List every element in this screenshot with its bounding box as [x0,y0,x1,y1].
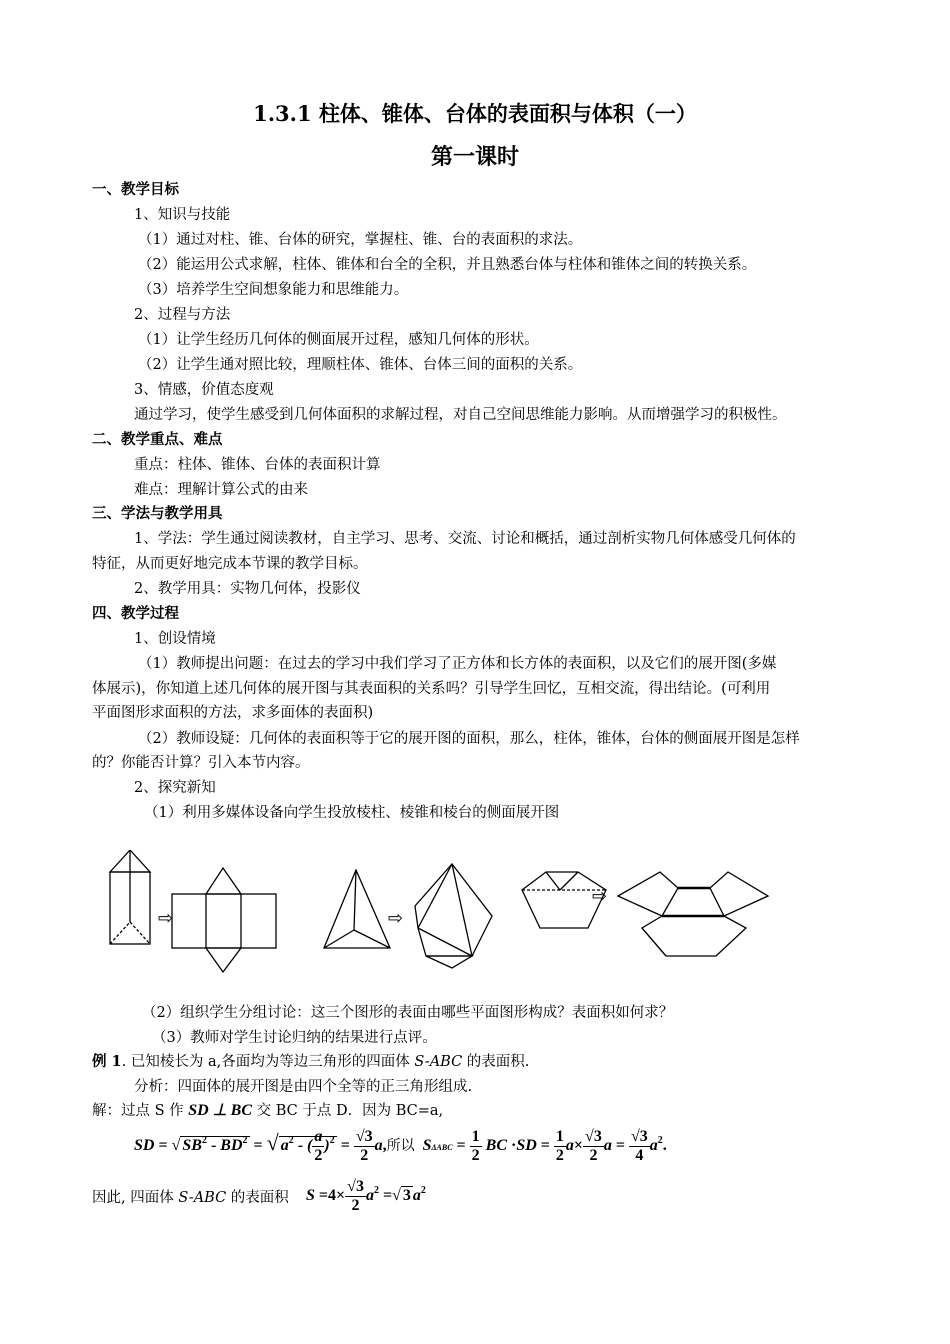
conclusion-line [92,1188,289,1208]
formula-symbol: = [382,1187,393,1205]
goal-item: （2）能运用公式求解，柱体、锥体和台全的全积，并且熟悉台体与柱体和锥体之间的转换关系。 [138,257,757,273]
goal-process: 2、过程与方法 [134,307,231,323]
paragraph-line: （1）利用多媒体设备向学生投放棱柱、棱锥和棱台的侧面展开图 [144,805,560,821]
formula-symbol: 2 [589,1147,598,1164]
formula-symbol: 2 [329,1135,335,1147]
teaching-tools: 2、教学用具：实物几何体，投影仪 [134,581,361,597]
formula-symbol: 2 [242,1135,248,1147]
conclusion-text: 因此, 四面体 [92,1190,179,1206]
formula-symbol: a [603,1137,612,1155]
formula-symbol: × [336,1187,346,1205]
formula-symbol: , [382,1137,387,1155]
formula-symbol: - [210,1137,217,1155]
formula-symbol: 2 [420,1185,426,1197]
formula-sd: SD = √ $SB^2 - BD^2$ = √ $a^2$ - ( $\frac{a}{2}$ )$^2$ = $\frac{√3}{2}$ a,所以 SΔABC = $\frac{1}{2}$ BC ·SD = $\frac{1}{2}$ a× $\frac{√3}{2}$ a = $\frac{√3}{4}$ $a^2$. [134,1128,667,1164]
key-point: 重点：柱体、锥体、台体的表面积计算 [134,457,381,473]
formula-symbol: × [573,1137,584,1155]
frustum-net [618,872,768,956]
formula-symbol: 1 [471,1128,480,1145]
formula-symbol: 2 [201,1135,207,1147]
formula-symbol: 1 [555,1128,564,1145]
formula-symbol: 3 [593,1128,602,1145]
solution-line [92,1101,443,1121]
formula-symbol: = [318,1187,329,1205]
goal-item: （1）通过对柱、锥、台体的研究，掌握柱、锥、台的表面积的求法。 [138,232,583,248]
formula-symbol: a [280,1137,289,1155]
paragraph-line: （2）教师设疑：几何体的表面积等于它的展开图的面积，那么，柱体，锥体，台体的侧面展开图是怎样 [138,731,800,747]
pyramid-solid [324,870,390,948]
paragraph-line: （1）教师提出问题：在过去的学习中我们学习了正方体和长方体的表面积，以及它们的展开图(多媒 [138,656,777,672]
evaluation-line: （3）教师对学生讨论归纳的结果进行点评。 [152,1030,437,1046]
formula-symbol: a [412,1187,421,1205]
pyramid-net [415,864,492,968]
formula-symbol: = [540,1137,550,1155]
formula-symbol: BD [220,1137,243,1155]
formula-symbol: 3 [355,1178,364,1195]
formula-symbol: S [422,1137,432,1155]
goal-attitude: 3、情感，价值态度观 [134,382,274,398]
formula-symbol: BC [485,1137,507,1155]
section-heading-methods: 三、学法与教学用具 [92,505,223,522]
formula-symbol: = [158,1137,168,1155]
prism-net [172,868,276,972]
formula-symbol: a [649,1137,658,1155]
formula-symbol: a [565,1137,574,1155]
conclusion-solid: S-ABC [178,1190,227,1206]
section-heading-goals: 一、教学目标 [92,181,179,198]
formula-symbol: 2 [314,1147,323,1164]
goal-knowledge: 1、知识与技能 [134,207,231,223]
formula-symbol: 2 [351,1197,360,1214]
formula-symbol: SD [134,1137,155,1155]
perpendicular-relation: SD ⊥ BC [188,1102,252,1119]
example-statement [92,1052,529,1072]
formula-symbol: . [662,1137,667,1155]
prism-solid [110,850,150,944]
formula-symbol: a [374,1137,383,1155]
formula-symbol: - [297,1137,304,1155]
section-heading-key-points: 二、教学重点、难点 [92,431,223,448]
discussion-line: （2）组织学生分组讨论：这三个图形的表面由哪些平面图形构成？表面积如何求？ [142,1005,674,1021]
example-solid: S-ABC [414,1054,463,1070]
arrow-icon: ⇨ [388,908,404,929]
arrow-icon: ⇨ [592,886,608,907]
goal-item: （3）培养学生空间想象能力和思维能力。 [138,282,409,298]
formula-symbol: = [615,1137,625,1155]
example-label: 例 1 [92,1053,122,1070]
document-title: 1.3.1 柱体、锥体、台体的表面积与体积（一） [253,101,697,126]
so-text: 所以 [386,1138,415,1155]
formula-symbol: S [306,1187,315,1205]
formula-symbol: · [511,1137,517,1155]
paragraph-line: 平面图形求面积的方法，求多面体的表面积) [92,705,374,721]
formula-symbol: a [365,1187,374,1205]
formula-symbol: 2 [373,1185,379,1197]
goal-item: （2）让学生通对照比较，理顺柱体、锥体、台体三间的面积的关系。 [138,357,583,373]
formula-symbol: 4 [635,1147,644,1164]
conclusion-text: 的表面积 [226,1190,289,1206]
formula-symbol: 2 [360,1147,369,1164]
formula-symbol: 2 [471,1147,480,1164]
section-heading-process: 四、教学过程 [92,605,179,622]
arrow-icon: ⇨ [158,908,174,929]
solution-text: 解：过点 S 作 [92,1103,189,1119]
example-text-end: 的表面积. [462,1054,530,1070]
formula-symbol: 3 [402,1187,411,1205]
formula-symbol: a [314,1128,323,1145]
formula-symbol: = [253,1137,263,1155]
formula-symbol: SB [182,1137,202,1155]
formula-surface-area: S =4× $\frac{√3}{2}$ $a^2$ =√ 3 $a^2$ [306,1178,426,1214]
paragraph-line: 体展示)，你知道上述几何体的展开图与其表面积的关系吗？引导学生回忆，互相交流，得出结论。(可利用 [92,681,771,697]
step-heading: 2、探究新知 [134,780,216,796]
formula-symbol: SD [516,1137,537,1155]
formula-symbol: = [340,1137,350,1155]
formula-symbol: = [456,1137,466,1155]
solution-text: 交 BC 于点 D．因为 BC=a, [252,1103,444,1119]
method-text: 特征，从而更好地完成本节课的教学目标。 [92,556,368,572]
paragraph-line: 的？你能否计算？引入本节内容。 [92,755,310,771]
goal-item: 通过学习，使学生感受到几何体面积的求解过程，对自己空间思维能力影响。从而增强学习的积极性。 [134,407,787,423]
formula-symbol: 2 [555,1147,564,1164]
formula-symbol: 2 [657,1135,663,1147]
example-text: . 已知棱长为 a,各面均为等边三角形的四面体 [121,1054,415,1070]
goal-item: （1）让学生经历几何体的侧面展开过程，感知几何体的形状。 [138,332,539,348]
example-analysis: 分析：四面体的展开图是由四个全等的正三角形组成. [134,1079,473,1095]
formula-subscript: ΔABC [431,1143,453,1153]
formula-symbol: 2 [288,1135,294,1147]
method-text: 1、学法：学生通过阅读教材，自主学习、思考、交流、讨论和概括，通过剖析实物几何体感受几何体的 [134,531,796,547]
lesson-subtitle: 第一课时 [430,144,519,170]
formula-symbol: 3 [639,1128,648,1145]
difficult-point: 难点：理解计算公式的由来 [134,482,308,498]
formula-symbol: 4 [328,1187,337,1205]
formula-symbol: 3 [364,1128,373,1145]
step-heading: 1、创设情境 [134,631,216,647]
solids-net-figure [100,850,780,980]
